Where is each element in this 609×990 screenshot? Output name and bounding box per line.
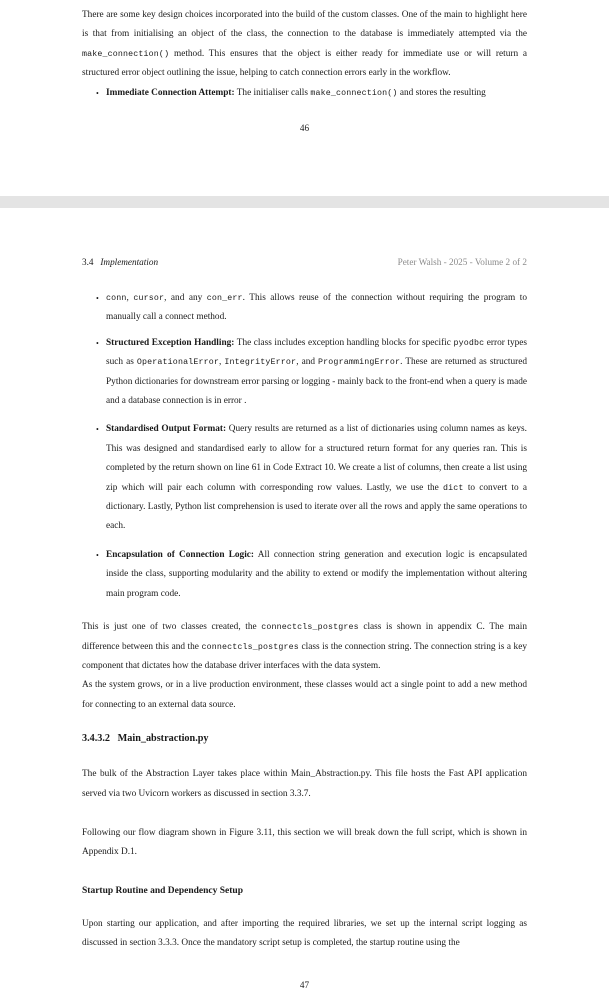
- bullet-label-structured-exception-handling: Structured Exception Handling:: [106, 337, 235, 348]
- page-separator: [0, 196, 609, 208]
- code-connectcls-postgres-1: connectcls_postgres: [261, 623, 359, 633]
- sof-part1: Query results are returned as a list of dictionaries using column names as keys. This was designed and standardised early to allow for a structured return format for any queries ran. This is completed by the return shown on line 61 in Code Extract 10. We create a list of columns, then create a list using zip which will pair each column with corresponding row values. Lastly, we use the: [106, 424, 527, 493]
- two-classes-part2: class is shown in appendix C. The main difference between this and the: [82, 622, 527, 652]
- bullet-standardised-output-format: [82, 420, 527, 536]
- paragraph-design-choices-part2: method. This ensures that the object is either ready for immediate use or will return a structured error object outlining the issue, helping to catch connection errors early in the workflow.: [82, 48, 527, 79]
- seh-part4: , and: [296, 357, 319, 368]
- paragraph-two-classes: [82, 618, 527, 676]
- code-pyodbc: pyodbc: [453, 338, 485, 348]
- subsubsection-spacer-after: [82, 747, 527, 765]
- bullet-immediate-connection-attempt: [82, 84, 527, 103]
- running-header-section-number: 3.4: [82, 257, 94, 267]
- continuation-tail: . This allows reuse of the connection without requiring the program to manually call a connect method.: [106, 293, 527, 323]
- header-body-spacer: [82, 267, 527, 289]
- paragraph-system-growth: As the system grows, or in a live production environment, these classes would act a single point to add a new method for connecting to an external data source.: [82, 680, 527, 710]
- paragraph-abstraction-bulk: The bulk of the Abstraction Layer takes place within Main_Abstraction.py. This file hosts the Fast API application served via two Uvicorn workers as discussed in section 3.3.7.: [82, 769, 527, 799]
- folio-spacer-46: [82, 103, 527, 123]
- seh-part2: error types such as: [106, 337, 528, 368]
- paragraph-design-choices-part1: There are some key design choices incorporated into the build of the custom classes. One of the main to highlight here is that from initialising an object of the class, the connection to the database is immediately attempted via the: [82, 10, 527, 40]
- code-connectcls-postgres-2: connectcls_postgres: [201, 642, 299, 652]
- two-classes-part1: This is just one of two classes created, the: [82, 622, 262, 633]
- paragraph-design-choices: [82, 6, 527, 84]
- bullet-list-page-46: [82, 84, 527, 103]
- seh-part3: ,: [218, 357, 225, 368]
- running-header-left: [82, 257, 158, 267]
- bullet-label-immediate-connection-attempt: Immediate Connection Attempt:: [106, 87, 235, 98]
- bullet-list-continuation: [82, 289, 527, 328]
- code-integrity-error: IntegrityError: [224, 358, 297, 368]
- bullet-structured-exception-handling: [82, 334, 527, 412]
- running-header-right: Peter Walsh - 2025 - Volume 2 of 2: [397, 257, 527, 267]
- two-classes-part3: class is the connection string. The connection string is a key component that dictates how the database driver interfaces with the data system.: [82, 641, 527, 671]
- paragraph-gap-2: [82, 863, 527, 883]
- seh-part1: The class includes exception handling blocks for specific: [234, 337, 454, 348]
- subsubsection-title: Main_abstraction.py: [117, 733, 209, 745]
- bullet-text-part1: The initialiser calls: [234, 87, 311, 98]
- bullet-text-part2: and stores the resulting: [397, 87, 486, 98]
- bullet-encapsulation-of-connection-logic: [82, 546, 527, 604]
- continuation-sep2: , and any: [164, 293, 207, 303]
- page-46: [0, 0, 609, 196]
- code-programming-error: ProgrammingError: [318, 358, 401, 368]
- page-number-47: 47: [299, 979, 310, 990]
- page-number-46: 46: [299, 123, 310, 134]
- page-47-content: [82, 208, 527, 990]
- code-con-err: con_err: [206, 294, 243, 303]
- bullet-label-encapsulation-of-connection-logic: Encapsulation of Connection Logic:: [106, 549, 255, 560]
- subsubsection-number: 3.4.3.2: [82, 733, 111, 745]
- code-dict: dict: [443, 483, 464, 493]
- continuation-sep1: ,: [126, 293, 134, 303]
- running-header-section-title: Implementation: [100, 257, 159, 267]
- bullet-list-page-47: [82, 334, 527, 604]
- startup-heading-spacer: [82, 899, 527, 915]
- bullet-label-standardised-output-format: Standardised Output Format:: [106, 424, 227, 435]
- code-conn: conn: [106, 294, 127, 303]
- bullet-continuation-connection-reuse: [82, 289, 527, 328]
- code-make-connection-2: make_connection(): [310, 88, 398, 98]
- sof-part2: to convert to a dictionary. Lastly, Python list comprehension is used to iterate over all the rows and apply the same operations to each.: [106, 482, 527, 532]
- page-47: [0, 208, 609, 990]
- paragraph-startup-routine: Upon starting our application, and after importing the required libraries, we set up the internal script logging as discussed in section 3.3.3. Once the mandatory script setup is completed, the startup routine using the: [82, 918, 527, 949]
- paragraph-flow-diagram: Following our flow diagram shown in Figure 3.11, this section we will break down the full script, which is shown in Appendix D.1.: [82, 827, 527, 858]
- folio-spacer-47: [82, 954, 527, 980]
- code-cursor: cursor: [133, 294, 165, 303]
- bullets-paragraph-spacer: [82, 604, 527, 618]
- ecl-part1: All connection string generation and execution logic is encapsulated inside the class, supporting modularity and the ability to extend or modify the implementation without altering main program code.: [106, 549, 527, 599]
- page-46-content: [82, 0, 527, 133]
- code-make-connection-1: make_connection(): [82, 49, 170, 59]
- seh-part5: . These are returned as structured Python dictionaries for downstream error parsing or logging - mainly back to the front-end when a query is made and a database connection is in error .: [106, 357, 527, 407]
- code-operational-error: OperationalError: [136, 358, 219, 368]
- subsubsection-spacer-before: [82, 715, 527, 731]
- running-header: [82, 208, 527, 267]
- subsubsection-heading-main-abstraction: [82, 731, 527, 747]
- paragraph-gap-1: [82, 804, 527, 824]
- heading-startup-routine: Startup Routine and Dependency Setup: [82, 885, 243, 896]
